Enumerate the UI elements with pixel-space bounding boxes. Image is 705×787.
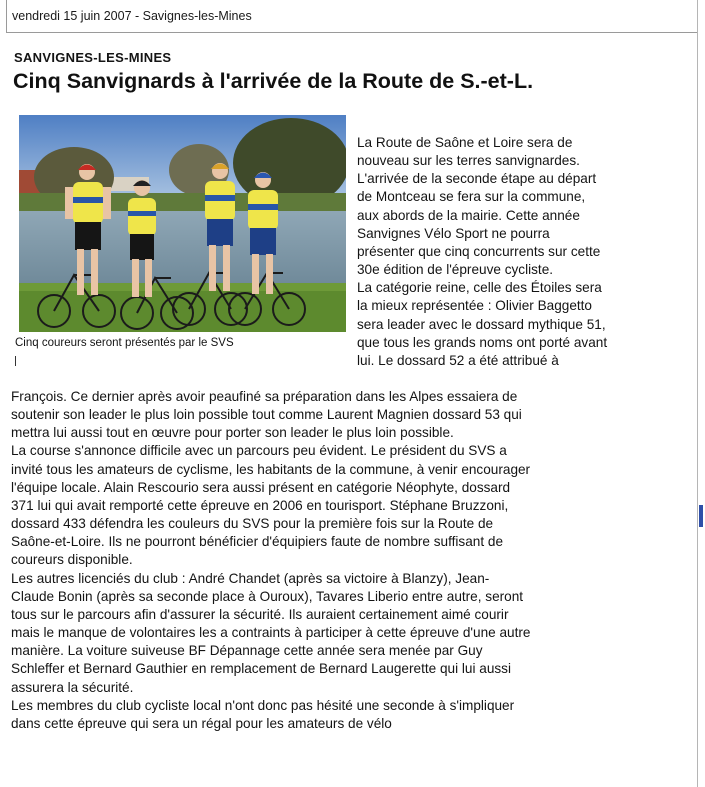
body-line: coureurs disponible. (11, 552, 133, 568)
body-line: mais le manque de volontaires les a contraints à participer à cette épreuve d'une autre (11, 625, 531, 641)
body-line: François. Ce dernier après avoir peaufiné sa préparation dans les Alpes essaiera de (11, 389, 518, 404)
body-line: Les autres licenciés du club : André Chandet (après sa victoire à Blanzy), Jean- (11, 570, 490, 586)
body-line: dossard 433 défendra les couleurs du SVS pour la première fois sur la Route de (11, 516, 494, 532)
scan-edge-mark (699, 505, 703, 527)
body-line: assurera la sécurité. (11, 679, 134, 695)
article-headline: Cinq Sanvignards à l'arrivée de la Route de S.-et-L. (13, 69, 534, 93)
column-line: sera leader avec le dossard mythique 51, (357, 316, 606, 332)
column-line: La catégorie reine, celle des Étoiles sera (357, 280, 602, 296)
column-line: L'arrivée de la seconde étape au départ (357, 171, 597, 187)
frame-top-border (6, 32, 698, 33)
dateline: vendredi 15 juin 2007 - Savignes-les-Mines (12, 9, 252, 23)
body-line: tous sur le parcours afin d'assurer la sécurité. Ils auraient certainement aimé courir (11, 606, 509, 622)
cyclists-photo-illustration (19, 115, 346, 332)
article-photo (19, 115, 346, 332)
column-line: de Montceau se fera sur la commune, (357, 189, 586, 205)
body-line: Schleffer et Bernard Gauthier en remplacement de Bernard Laugerette qui lui aussi (11, 661, 511, 677)
column-line: que tous les grands noms ont porté avant (357, 334, 608, 350)
body-line: soutenir son leader le plus loin possible tout comme Laurent Magnien dossard 53 qui (11, 407, 522, 423)
photo-caption: Cinq coureurs seront présentés par le SVS (15, 337, 234, 349)
body-line: Claude Bonin (après sa seconde place à Ouroux), Tavares Liberio entre autre, seront (11, 588, 524, 604)
article-body-text (11, 388, 695, 733)
caption-tick-mark (15, 356, 16, 366)
body-line: Saône-et-Loire. Ils ne pourront bénéficier d'équipiers faute de nombre suffisant de (11, 534, 504, 550)
body-line: 371 lui qui avait remporté cette épreuve en 2006 en tourisport. Stéphane Bruzzoni, (11, 497, 509, 513)
body-line: mettra lui aussi tout en œuvre pour porter son leader le plus loin possible. (11, 425, 454, 441)
column-line: 30e édition de l'épreuve cycliste. (357, 262, 554, 278)
body-line: manière. La voiture suiveuse BF Dépannage cette année sera menée par Guy (11, 643, 483, 659)
column-line: La Route de Saône et Loire sera de (357, 135, 573, 150)
column-line: aux abords de la mairie. Cette année (357, 207, 580, 223)
body-line: Les membres du club cycliste local n'ont donc pas hésité une seconde à s'impliquer (11, 697, 515, 713)
article-column-text (357, 134, 687, 370)
body-line: l'équipe locale. Alain Rescourio sera aussi présent en catégorie Néophyte, dossard (11, 479, 511, 495)
column-line: lui. Le dossard 52 a été attribué à (357, 352, 559, 368)
article-kicker: SANVIGNES-LES-MINES (14, 50, 172, 65)
column-line: nouveau sur les terres sanvignardes. (357, 153, 580, 169)
column-line: présenter que cinq concurrents sur cette (357, 243, 601, 259)
frame-right-border (697, 0, 698, 787)
body-line: invité tous les amateurs de cyclisme, les habitants de la commune, à venir encourager (11, 461, 531, 477)
body-line: dans cette épreuve qui sera un régal pour les amateurs de vélo (11, 715, 392, 731)
column-line: Sanvignes Vélo Sport ne pourra (357, 225, 550, 241)
body-line: La course s'annonce difficile avec un parcours peu évident. Le président du SVS a (11, 443, 507, 459)
frame-left-border (6, 0, 7, 32)
column-line: la mieux représentée : Olivier Baggetto (357, 298, 592, 314)
